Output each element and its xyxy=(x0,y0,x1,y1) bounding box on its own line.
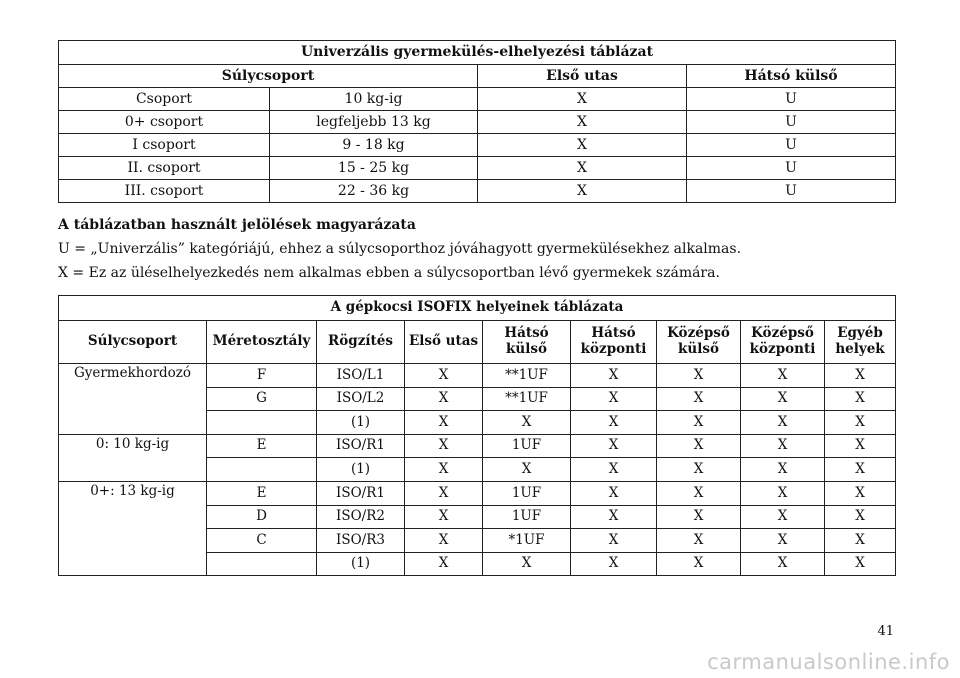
table-cell: X xyxy=(571,434,657,458)
table-cell: 1UF xyxy=(483,505,571,529)
table-cell: U xyxy=(687,134,896,157)
table-cell: X xyxy=(483,552,571,576)
table1-header-rear-outer: Hátsó külső xyxy=(687,65,896,88)
table-cell: 10 kg-ig xyxy=(270,88,478,111)
table-cell: X xyxy=(825,529,896,553)
table-cell: X xyxy=(405,505,483,529)
table2-header-cell: Első utas xyxy=(405,321,483,364)
table-cell: X xyxy=(657,458,741,482)
table-cell xyxy=(207,552,317,576)
table-row xyxy=(59,481,896,505)
table2-header-cell: Hátsó külső xyxy=(483,321,571,364)
table-cell: X xyxy=(405,481,483,505)
table-cell: Csoport xyxy=(59,88,270,111)
table-cell: C xyxy=(207,529,317,553)
table-cell: 9 - 18 kg xyxy=(270,134,478,157)
weight-group-label: 0: 10 kg-ig xyxy=(59,434,207,481)
table-cell: X xyxy=(741,529,825,553)
table-cell: E xyxy=(207,481,317,505)
table-cell: X xyxy=(571,505,657,529)
table-cell: X xyxy=(405,387,483,411)
weight-group-label: Gyermekhordozó xyxy=(59,364,207,435)
table-cell: ISO/R3 xyxy=(317,529,405,553)
table-cell: U xyxy=(687,88,896,111)
table-cell: ISO/R1 xyxy=(317,481,405,505)
table-row xyxy=(59,111,896,134)
table-cell: X xyxy=(741,481,825,505)
table-cell: X xyxy=(571,387,657,411)
table-row xyxy=(59,180,896,203)
table2-header-cell: Méretosztály xyxy=(207,321,317,364)
legend-u: U = „Univerzális” kategóriájú, ehhez a súlycsoporthoz jóváhagyott gyermekülésekhez alkalmas. xyxy=(58,241,742,257)
table-cell: X xyxy=(478,180,687,203)
legend-x: X = Ez az üléselhelyezkedés nem alkalmas ebben a súlycsoportban lévő gyermekek számára. xyxy=(58,265,720,281)
table2-header-row xyxy=(59,321,896,364)
table-cell: X xyxy=(825,481,896,505)
table-cell: X xyxy=(571,411,657,435)
table-cell: F xyxy=(207,364,317,388)
table-cell: 15 - 25 kg xyxy=(270,157,478,180)
table-cell: X xyxy=(657,411,741,435)
table-cell: X xyxy=(571,364,657,388)
table-cell: U xyxy=(687,180,896,203)
table-cell: X xyxy=(741,552,825,576)
table-cell: 1UF xyxy=(483,434,571,458)
table-row xyxy=(59,88,896,111)
table-cell: X xyxy=(825,458,896,482)
table-cell: X xyxy=(405,364,483,388)
table-row xyxy=(59,134,896,157)
table-cell: (1) xyxy=(317,458,405,482)
table2-header-cell: Rögzítés xyxy=(317,321,405,364)
table-cell: X xyxy=(741,411,825,435)
table-cell: X xyxy=(478,111,687,134)
table1-header-weight-group: Súlycsoport xyxy=(59,65,478,88)
table-cell: X xyxy=(657,387,741,411)
table-cell: X xyxy=(657,529,741,553)
table-cell: X xyxy=(741,387,825,411)
table-cell: X xyxy=(405,434,483,458)
table1-title: Univerzális gyermekülés-elhelyezési táblázat xyxy=(59,41,896,65)
table-cell: (1) xyxy=(317,552,405,576)
table-cell xyxy=(207,458,317,482)
table-cell: I csoport xyxy=(59,134,270,157)
table-cell: X xyxy=(741,364,825,388)
table-cell: X xyxy=(657,552,741,576)
table-cell: U xyxy=(687,111,896,134)
table-cell: X xyxy=(405,458,483,482)
table2-body xyxy=(59,364,896,576)
table-cell: 22 - 36 kg xyxy=(270,180,478,203)
table-cell: 1UF xyxy=(483,481,571,505)
table-cell: X xyxy=(741,434,825,458)
table-row xyxy=(59,434,896,458)
table-cell: 0+ csoport xyxy=(59,111,270,134)
table-cell: X xyxy=(825,387,896,411)
table-cell: X xyxy=(741,458,825,482)
table-cell: X xyxy=(657,505,741,529)
table-cell: III. csoport xyxy=(59,180,270,203)
table-cell: X xyxy=(741,505,825,529)
table-cell: X xyxy=(571,529,657,553)
table-row xyxy=(59,364,896,388)
legend-title: A táblázatban használt jelölések magyarázata xyxy=(58,217,416,233)
table2-header-cell: Egyéb helyek xyxy=(825,321,896,364)
table-cell: II. csoport xyxy=(59,157,270,180)
table-cell: X xyxy=(405,552,483,576)
table-cell: ISO/L2 xyxy=(317,387,405,411)
table-cell: U xyxy=(687,157,896,180)
table-cell: X xyxy=(825,505,896,529)
table2-title: A gépkocsi ISOFIX helyeinek táblázata xyxy=(59,296,896,321)
table-cell: X xyxy=(483,411,571,435)
table-cell: X xyxy=(478,88,687,111)
weight-group-label: 0+: 13 kg-ig xyxy=(59,481,207,575)
table-row xyxy=(59,157,896,180)
table-cell: E xyxy=(207,434,317,458)
table-cell: X xyxy=(657,434,741,458)
table-cell: G xyxy=(207,387,317,411)
table-cell xyxy=(207,411,317,435)
table-cell: X xyxy=(825,364,896,388)
table-cell: X xyxy=(478,157,687,180)
table-cell: ISO/R2 xyxy=(317,505,405,529)
table-cell: **1UF xyxy=(483,364,571,388)
table2-header-cell: Középső központi xyxy=(741,321,825,364)
table-cell: X xyxy=(571,552,657,576)
table2-header-cell: Súlycsoport xyxy=(59,321,207,364)
table-cell: X xyxy=(657,481,741,505)
table-cell: X xyxy=(657,364,741,388)
table-cell: X xyxy=(571,481,657,505)
universal-placement-table xyxy=(58,40,896,203)
table1-header-front-passenger: Első utas xyxy=(478,65,687,88)
table-cell: X xyxy=(571,458,657,482)
table-cell: X xyxy=(825,552,896,576)
isofix-table xyxy=(58,295,896,576)
table-cell: X xyxy=(405,529,483,553)
table1-body xyxy=(59,88,896,203)
table-cell: legfeljebb 13 kg xyxy=(270,111,478,134)
table-cell: **1UF xyxy=(483,387,571,411)
table-cell: (1) xyxy=(317,411,405,435)
table-cell: ISO/L1 xyxy=(317,364,405,388)
table-cell: X xyxy=(478,134,687,157)
page-number: 41 xyxy=(877,624,894,639)
table-cell: *1UF xyxy=(483,529,571,553)
table-cell: X xyxy=(825,411,896,435)
table2-header-cell: Középső külső xyxy=(657,321,741,364)
table2-header-cell: Hátsó központi xyxy=(571,321,657,364)
table-cell: X xyxy=(405,411,483,435)
table-cell: X xyxy=(483,458,571,482)
table-cell: X xyxy=(825,434,896,458)
table-cell: ISO/R1 xyxy=(317,434,405,458)
watermark: carmanualsonline.info xyxy=(707,650,950,674)
table-cell: D xyxy=(207,505,317,529)
